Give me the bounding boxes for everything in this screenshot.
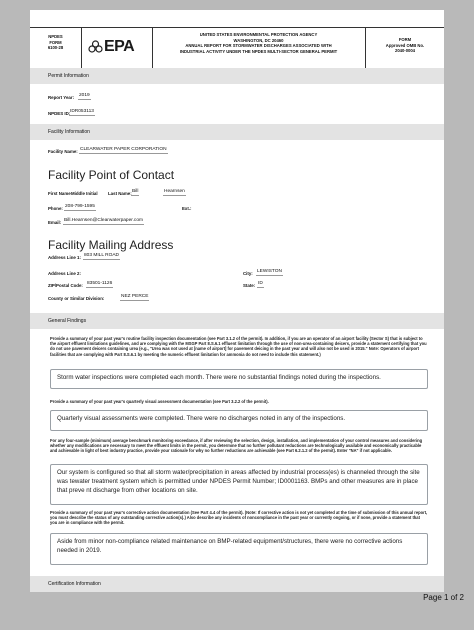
form-id-line: NPDES [48,34,63,39]
first-name-value: Bill [132,189,139,194]
agency-title-block [152,28,366,68]
answer-corrective-action: Aside from minor non-compliance related maintenance on BMP-related equipment/structures, there were no corrective actions needed in 2019. [50,533,428,565]
form-id-line: 6100-28 [47,45,64,51]
omb-line: FORM [398,37,412,42]
omb-block [366,28,444,68]
section-permit-information: Permit Information [30,68,444,84]
report-page [30,10,444,592]
report-year-value: 2019 [79,93,90,98]
middle-initial-label: Middle Initial [71,191,98,196]
page-number: Page 1 of 2 [423,593,464,602]
address-line1-value: 803 MILL ROAD [84,253,120,258]
form-id-line: FORM [49,39,62,45]
first-name-label: First Name [48,191,71,196]
epa-logo [82,28,153,68]
answer-benchmark-exceedance: Our system is configured so that all storm water/precipitation in areas affected by industrial process(es) is channeled through the site was tewater treatment system which is permitted under NPDES Permit Number; ID0001163. BMPs and other measures are in place that preve nt discharge from other locations on site. [50,464,428,505]
answer-routine-inspection: Storm water inspections were completed each month. There were no substantial findings noted during the inspections. [50,369,428,389]
section-facility-information: Facility Information [30,124,444,140]
last-name-label: Last Name: [108,191,132,196]
city-label: City: [243,271,253,276]
question-corrective-action: Provide a summary of your past year's corrective action documentation (See Part 4.4 of the permit). (Note: If corrective action is not yet completed at the time of submission of this annual report, you must describe the status of any outstanding corrective action(s).) Also describe any incidents of noncompliance in the past year or currently ongoing, or if none, provide a statement that you are in compliance with the permit. [50,510,428,526]
county-label: County or Similar Division: [48,296,105,301]
email-label: Email: [48,220,62,225]
form-header [30,27,444,69]
contact-heading: Facility Point of Contact [48,168,175,182]
zip-value: 83501-1126 [87,281,113,286]
agency-line: WASHINGTON, DC 20460 [233,37,284,43]
epa-flower-icon [88,40,103,55]
section-general-findings: General Findings [30,313,444,329]
state-label: State: [243,283,256,288]
facility-name-label: Facility Name: [48,149,78,154]
email-value: Bill.Hearnsen@Clearwaterpaper.com [64,218,143,223]
question-benchmark-exceedance: For any four-sample (minimum) average benchmark monitoring exceedance, if after reviewing the selection, design, installation, and implementation of your control measures and considering whether any modifications are necessary to meet the effluent limits in the permit, you determine that no further pollutant reductions are technologically available and economically practicable and achievable in light of best industry practice, provide your rationale for why no further reductions are achievable (see Part 6.2.1.2 of the permit). Enter "NA" if not applicable. [50,438,423,454]
ext-label: Ext.: [182,206,192,211]
agency-line: ANNUAL REPORT FOR STORMWATER DISCHARGES ASSOCIATED WITH [185,43,332,48]
address-line2-label: Address Line 2: [48,271,81,276]
address-line1-label: Address Line 1: [48,255,81,260]
answer-visual-assessment: Quarterly visual assessments were completed. There were no discharges noted in any of the inspections. [50,410,428,431]
epa-logo-text: EPA [104,38,135,55]
phone-value: 208-799-1595 [65,204,95,209]
agency-line: UNITED STATES ENVIRONMENTAL PROTECTION AGENCY [199,32,318,37]
county-value: NEZ PERCE [121,294,149,299]
section-certification-information: Certification Information [30,576,444,592]
report-year-label: Report Year: [48,95,75,100]
state-value: ID [258,281,263,286]
city-value: LEWISTON [257,269,282,274]
zip-label: ZIP/Postal Code: [48,283,83,288]
omb-line: Approved OMB No. [385,42,425,48]
agency-line: INDUSTRIAL ACTIVITY UNDER THE NPDES MULTI-SECTOR GENERAL PERMIT [179,48,338,54]
npdes-id-label: NPDES ID: [48,111,71,116]
question-routine-inspection: Provide a summary of your past year's routine facility inspection documentation (see Part 3.1.2 of the permit). In addition, if you are an operator of an airport facility (Sector S) that is subject to the airport effluent limitations guidelines, and are complying with the MSGP Part 8.S.6.1 effluent limitation through the use of non-urea-containing deicers, provide a statement certifying that you do not use pavement deicers containing urea (e.g., "Urea was not used at [name of airport] for pavement deicing in the past year and will also not be used in 2015." Note: Operators of airport facilities that are complying with Part 8.S.6.1 by meeting the numeric effluent limitation for ammonia do not need to include this statement.) [50,336,427,357]
npdes-id-value: IDR053113 [70,109,94,114]
form-id-block [30,28,82,68]
facility-name-value: CLEARWATER PAPER CORPORATION [80,147,167,152]
question-visual-assessment: Provide a summary of your past year's quarterly visual assessment documentation (see Part 3.2.2 of the permit). [50,399,269,404]
phone-label: Phone: [48,206,63,211]
mailing-address-heading: Facility Mailing Address [48,238,174,252]
omb-line: 2040-0004 [394,48,416,53]
last-name-value: Hearnsen [164,189,185,194]
